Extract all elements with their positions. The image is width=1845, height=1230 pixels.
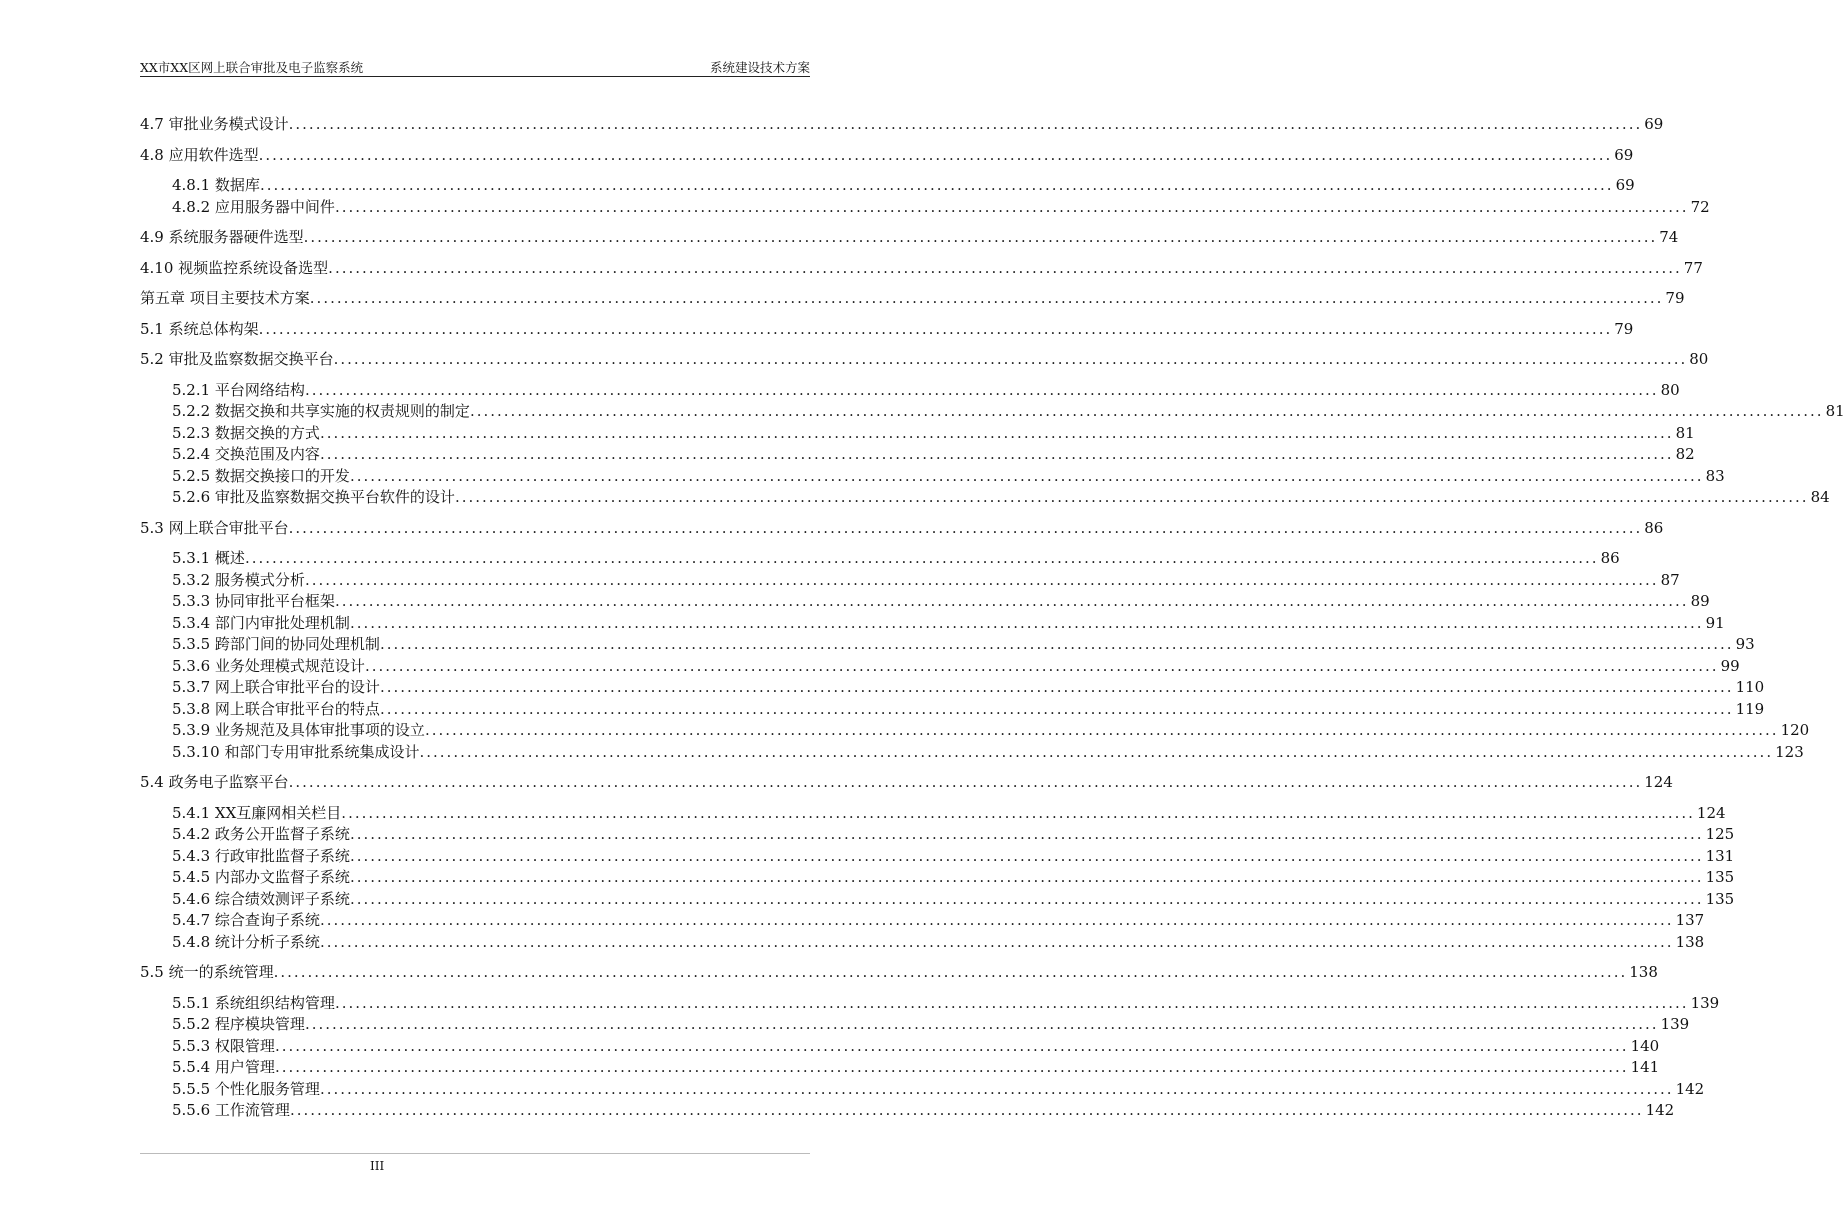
toc-leader-dots: ........................................................................................................................................................................................................: [334, 197, 1689, 216]
toc-leader-dots: ........................................................................................................................................................................................................: [288, 115, 1643, 133]
toc-entry-title: 5.2.3 数据交换的方式: [172, 423, 320, 442]
toc-entry[interactable]: [140, 145, 1634, 167]
toc-entry-page: 142: [1675, 1079, 1705, 1098]
toc-leader-dots: ........................................................................................................................................................................................................: [273, 963, 1628, 981]
toc-leader-dots: ........................................................................................................................................................................................................: [274, 1058, 1629, 1076]
toc-entry-page: 142: [1645, 1101, 1675, 1119]
toc-entry-page: 77: [1683, 258, 1703, 277]
toc-entry-title: 5.3 网上联合审批平台: [140, 518, 289, 537]
toc-entry-title: 5.5.4 用户管理: [172, 1058, 275, 1076]
toc-entry[interactable]: [140, 518, 1664, 540]
toc-entry-title: 4.9 系统服务器硬件选型: [140, 228, 304, 246]
toc-entry[interactable]: [140, 656, 1740, 678]
toc-leader-dots: ........................................................................................................................................................................................................: [258, 319, 1613, 338]
toc-entry-title: 5.2 审批及监察数据交换平台: [140, 350, 334, 368]
toc-entry[interactable]: [140, 867, 1735, 889]
toc-entry[interactable]: [140, 910, 1705, 932]
toc-entry-page: 86: [1600, 549, 1620, 567]
toc-entry-title: 4.10 视频监控系统设备选型: [140, 258, 329, 277]
toc-entry-page: 69: [1614, 145, 1634, 164]
toc-entry-page: 79: [1665, 289, 1685, 307]
toc-leader-dots: ........................................................................................................................................................................................................: [319, 1079, 1674, 1098]
toc-leader-dots: ........................................................................................................................................................................................................: [424, 721, 1779, 739]
toc-entry-page: 124: [1696, 803, 1726, 822]
toc-entry[interactable]: [140, 613, 1725, 635]
toc-entry[interactable]: [140, 846, 1735, 868]
toc-leader-dots: ........................................................................................................................................................................................................: [319, 445, 1674, 463]
toc-entry-title: 5.3.10 和部门专用审批系统集成设计: [172, 742, 420, 761]
toc-entry-title: 5.3.1 概述: [172, 549, 245, 567]
toc-entry[interactable]: [140, 742, 1804, 764]
toc-entry-page: 86: [1644, 518, 1664, 537]
toc-entry[interactable]: [140, 932, 1705, 954]
page-header: [140, 56, 810, 77]
toc-leader-dots: ........................................................................................................................................................................................................: [349, 846, 1704, 865]
toc-entry-page: 82: [1675, 445, 1695, 463]
header-section-title: 系统建设技术方案: [709, 60, 810, 75]
toc-entry-page: 123: [1775, 742, 1804, 761]
toc-entry[interactable]: [140, 803, 1726, 825]
toc-entry-title: 5.4.7 综合查询子系统: [172, 911, 320, 929]
toc-leader-dots: ........................................................................................................................................................................................................: [469, 402, 1824, 420]
toc-entry-title: 5.3.4 部门内审批处理机制: [172, 613, 350, 632]
toc-entry-page: 135: [1705, 889, 1735, 908]
toc-leader-dots: ........................................................................................................................................................................................................: [379, 699, 1734, 718]
toc-entry-page: 137: [1675, 911, 1705, 929]
toc-entry-title: 5.4.1 XX互廉网相关栏目: [172, 803, 342, 822]
toc-leader-dots: ........................................................................................................................................................................................................: [304, 1015, 1659, 1033]
toc-entry-title: 5.5.3 权限管理: [172, 1036, 275, 1055]
toc-entry-page: 69: [1615, 176, 1635, 194]
toc-entry-title: 5.3.8 网上联合审批平台的特点: [172, 699, 380, 718]
toc-leader-dots: ........................................................................................................................................................................................................: [349, 825, 1704, 843]
toc-entry[interactable]: [140, 720, 1810, 742]
toc-entry-title: 第五章 项目主要技术方案: [140, 289, 310, 307]
toc-entry-title: 4.8.1 数据库: [172, 176, 260, 194]
toc-entry-page: 140: [1630, 1036, 1660, 1055]
toc-entry-title: 5.5.1 系统组织结构管理: [172, 993, 335, 1012]
toc-entry-title: 5.3.7 网上联合审批平台的设计: [172, 678, 380, 696]
toc-entry-page: 141: [1630, 1058, 1660, 1076]
toc-entry[interactable]: [140, 423, 1695, 445]
toc-entry-page: 138: [1629, 963, 1658, 981]
toc-leader-dots: ........................................................................................................................................................................................................: [304, 570, 1659, 589]
toc-entry-page: 139: [1690, 993, 1720, 1012]
toc-leader-dots: ........................................................................................................................................................................................................: [334, 993, 1689, 1012]
toc-entry-page: 125: [1705, 825, 1735, 843]
toc-entry-title: 5.2.5 数据交换接口的开发: [172, 466, 350, 485]
header-document-title: XX市XX区网上联合审批及电子监察系统: [140, 60, 364, 75]
toc-leader-dots: ........................................................................................................................................................................................................: [288, 518, 1643, 537]
toc-entry[interactable]: [140, 444, 1695, 466]
toc-leader-dots: ........................................................................................................................................................................................................: [319, 911, 1674, 929]
toc-entry-page: 120: [1780, 721, 1810, 739]
toc-entry[interactable]: [140, 1036, 1660, 1058]
toc-entry[interactable]: [140, 401, 1845, 423]
toc-entry-page: 83: [1705, 466, 1725, 485]
toc-leader-dots: ........................................................................................................................................................................................................: [379, 635, 1734, 653]
toc-leader-dots: ........................................................................................................................................................................................................: [288, 773, 1643, 791]
toc-entry-page: 81: [1825, 402, 1845, 420]
toc-leader-dots: ........................................................................................................................................................................................................: [328, 258, 1682, 277]
toc-entry[interactable]: [140, 319, 1634, 341]
toc-entry-page: 99: [1720, 656, 1740, 675]
toc-entry[interactable]: [140, 349, 1709, 371]
toc-entry[interactable]: [140, 962, 1658, 984]
toc-entry-page: 131: [1705, 846, 1735, 865]
toc-entry-title: 5.4.5 内部办文监督子系统: [172, 868, 350, 886]
toc-entry-page: 72: [1690, 197, 1710, 216]
toc-entry-page: 139: [1660, 1015, 1690, 1033]
footer-divider: [140, 1153, 810, 1154]
toc-entry-title: 4.8 应用软件选型: [140, 145, 259, 164]
toc-entry-page: 81: [1675, 423, 1695, 442]
toc-entry-title: 5.1 系统总体构架: [140, 319, 259, 338]
toc-leader-dots: ........................................................................................................................................................................................................: [304, 380, 1659, 399]
toc-leader-dots: ........................................................................................................................................................................................................: [379, 678, 1734, 696]
toc-leader-dots: ........................................................................................................................................................................................................: [349, 466, 1704, 485]
toc-entry-page: 124: [1644, 773, 1673, 791]
toc-entry-title: 4.8.2 应用服务器中间件: [172, 197, 335, 216]
footer-page-number: III: [370, 1159, 385, 1173]
toc-entry[interactable]: [140, 677, 1765, 699]
toc-entry[interactable]: [140, 258, 1703, 280]
toc-entry-title: 5.2.4 交换范围及内容: [172, 445, 320, 463]
toc-entry[interactable]: [140, 570, 1680, 592]
toc-entry[interactable]: [140, 487, 1830, 509]
toc-leader-dots: ........................................................................................................................................................................................................: [319, 932, 1674, 951]
toc-entry[interactable]: [140, 1014, 1690, 1036]
toc-entry-page: 84: [1810, 488, 1830, 506]
toc-entry-page: 74: [1659, 228, 1679, 246]
toc-leader-dots: ........................................................................................................................................................................................................: [349, 868, 1704, 886]
toc-entry-title: 5.5 统一的系统管理: [140, 963, 274, 981]
toc-entry-title: 5.2.2 数据交换和共享实施的权责规则的制定: [172, 402, 470, 420]
toc-entry[interactable]: [140, 824, 1735, 846]
toc-entry-title: 5.4.3 行政审批监督子系统: [172, 846, 350, 865]
toc-entry-page: 69: [1644, 115, 1664, 133]
toc-entry-page: 79: [1614, 319, 1634, 338]
toc-entry-title: 5.5.2 程序模块管理: [172, 1015, 305, 1033]
toc-entry-title: 4.7 审批业务模式设计: [140, 115, 289, 133]
toc-entry[interactable]: [140, 772, 1673, 794]
toc-leader-dots: ........................................................................................................................................................................................................: [341, 803, 1695, 822]
toc-leader-dots: ........................................................................................................................................................................................................: [274, 1036, 1629, 1055]
toc-entry-title: 5.4.6 综合绩效测评子系统: [172, 889, 350, 908]
toc-leader-dots: ........................................................................................................................................................................................................: [303, 228, 1658, 246]
toc-entry-title: 5.5.6 工作流管理: [172, 1101, 290, 1119]
toc-leader-dots: ........................................................................................................................................................................................................: [349, 889, 1704, 908]
toc-leader-dots: ........................................................................................................................................................................................................: [419, 742, 1774, 761]
toc-leader-dots: ........................................................................................................................................................................................................: [454, 488, 1809, 506]
toc-leader-dots: ........................................................................................................................................................................................................: [244, 549, 1599, 567]
toc-entry[interactable]: [140, 634, 1755, 656]
toc-leader-dots: ........................................................................................................................................................................................................: [334, 592, 1689, 610]
toc-entry-title: 5.3.9 业务规范及具体审批事项的设立: [172, 721, 425, 739]
toc-entry-title: 5.3.6 业务处理模式规范设计: [172, 656, 365, 675]
toc-entry-page: 110: [1735, 678, 1765, 696]
toc-entry[interactable]: [140, 1079, 1705, 1101]
toc-entry[interactable]: [140, 1100, 1675, 1122]
toc-leader-dots: ........................................................................................................................................................................................................: [333, 350, 1688, 368]
toc-entry[interactable]: [140, 288, 1685, 310]
toc-entry-title: 5.3.5 跨部门间的协同处理机制: [172, 635, 380, 653]
toc-entry-page: 80: [1689, 350, 1709, 368]
toc-entry[interactable]: [140, 197, 1710, 219]
toc-entry[interactable]: [140, 114, 1664, 136]
toc-entry-page: 87: [1660, 570, 1680, 589]
toc-entry[interactable]: [140, 548, 1620, 570]
toc-entry-page: 119: [1735, 699, 1765, 718]
toc-entry-page: 89: [1690, 592, 1710, 610]
toc-leader-dots: ........................................................................................................................................................................................................: [309, 289, 1664, 307]
toc-entry-title: 5.2.6 审批及监察数据交换平台软件的设计: [172, 488, 455, 506]
toc-leader-dots: ........................................................................................................................................................................................................: [259, 176, 1614, 194]
toc-entry-title: 5.3.2 服务模式分析: [172, 570, 305, 589]
table-of-contents: [140, 114, 1845, 1122]
toc-entry-title: 5.2.1 平台网络结构: [172, 380, 305, 399]
toc-entry[interactable]: [140, 380, 1680, 402]
toc-entry-page: 93: [1735, 635, 1755, 653]
toc-entry-title: 5.3.3 协同审批平台框架: [172, 592, 335, 610]
toc-leader-dots: ........................................................................................................................................................................................................: [319, 423, 1674, 442]
toc-leader-dots: ........................................................................................................................................................................................................: [289, 1101, 1644, 1119]
toc-entry[interactable]: [140, 993, 1720, 1015]
toc-entry[interactable]: [140, 889, 1735, 911]
toc-entry-page: 80: [1660, 380, 1680, 399]
toc-entry[interactable]: [140, 227, 1679, 249]
toc-entry[interactable]: [140, 699, 1765, 721]
toc-entry-page: 91: [1705, 613, 1725, 632]
toc-entry-title: 5.5.5 个性化服务管理: [172, 1079, 320, 1098]
toc-leader-dots: ........................................................................................................................................................................................................: [349, 613, 1704, 632]
toc-entry[interactable]: [140, 175, 1635, 197]
toc-leader-dots: ........................................................................................................................................................................................................: [364, 656, 1719, 675]
toc-entry-page: 138: [1675, 932, 1705, 951]
toc-entry-page: 135: [1705, 868, 1735, 886]
toc-entry-title: 5.4 政务电子监察平台: [140, 773, 289, 791]
toc-entry-title: 5.4.2 政务公开监督子系统: [172, 825, 350, 843]
toc-entry-title: 5.4.8 统计分析子系统: [172, 932, 320, 951]
toc-entry[interactable]: [140, 466, 1725, 488]
toc-entry[interactable]: [140, 1057, 1660, 1079]
toc-entry[interactable]: [140, 591, 1710, 613]
toc-leader-dots: ........................................................................................................................................................................................................: [258, 145, 1613, 164]
